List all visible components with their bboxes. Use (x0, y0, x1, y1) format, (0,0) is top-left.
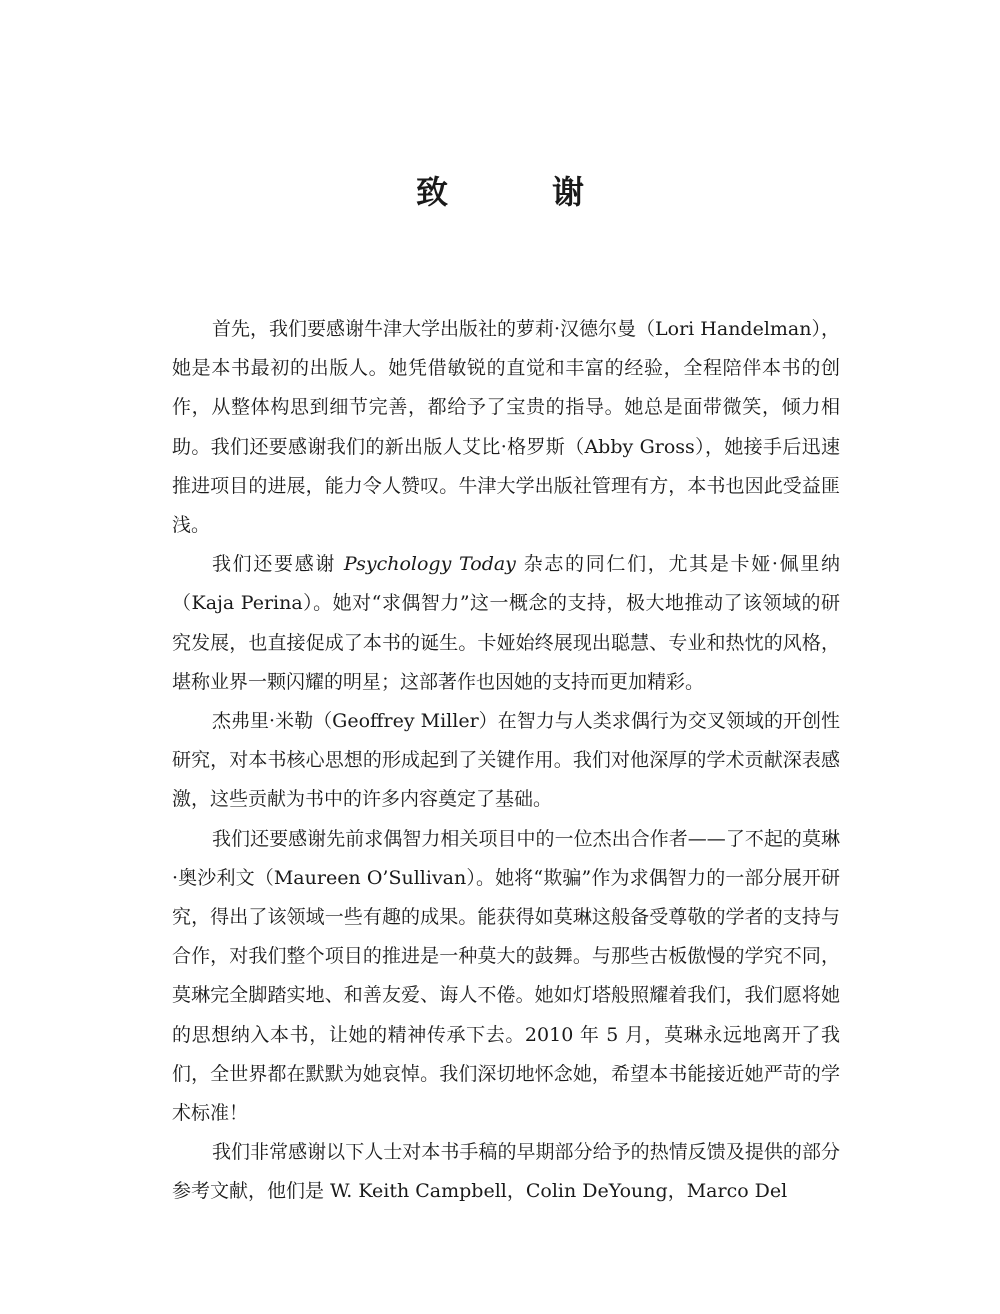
paragraph-maureen-osullivan (172, 820, 840, 1134)
page-title: 致 谢 (415, 173, 620, 211)
magazine-name: Psychology Today (343, 553, 516, 576)
paragraph-text: 我们还要感谢 (212, 553, 344, 576)
paragraph-text: 我们还要感谢先前求偶智力相关项目中的一位杰出合作者——了不起的莫琳·奥沙利文（Maureen O’Sullivan）。她将“欺骗”作为求偶智力的一部分展开研究，得出了该领域一些有趣的成果。能获得如莫琳这般备受尊敬的学者的支持与合作，对我们整个项目的推进是一种莫大的鼓舞。与那些古板傲慢的学究不同，莫琳完全脚踏实地、和善友爱、诲人不倦。她如灯塔般照耀着我们，我们愿将她的思想纳入本书，让她的精神传承下去。2010 年 5 月，莫琳永远地离开了我们，全世界都在默默为她哀悼。我们深切地怀念她，希望本书能接近她严苛的学术标准！ (172, 827, 840, 1125)
paragraph-oxford (172, 310, 840, 545)
paragraph-text: 杂志的同仁们，尤其是卡娅·佩里纳（Kaja Perina）。她对“求偶智力”这一概念的支持，极大地推动了该领域的研究发展，也直接促成了本书的诞生。卡娅始终展现出聪慧、专业和热忱的风格，堪称业界一颗闪耀的明星；这部著作也因她的支持而更加精彩。 (172, 553, 840, 693)
paragraph-text: 首先，我们要感谢牛津大学出版社的萝莉·汉德尔曼（Lori Handelman），她是本书最初的出版人。她凭借敏锐的直觉和丰富的经验，全程陪伴本书的创作，从整体构思到细节完善，都给予了宝贵的指导。她总是面带微笑，倾力相助。我们还要感谢我们的新出版人艾比·格罗斯（Abby Gross），她接手后迅速推进项目的进展，能力令人赞叹。牛津大学出版社管理有方，本书也因此受益匪浅。 (172, 318, 840, 537)
body-text (172, 310, 840, 1212)
paragraph-text: 我们非常感谢以下人士对本书手稿的早期部分给予的热情反馈及提供的部分参考文献，他们是 W. Keith Campbell，Colin DeYoung，Marco Del (172, 1141, 840, 1203)
paragraph-text: 杰弗里·米勒（Geoffrey Miller）在智力与人类求偶行为交叉领域的开创性研究，对本书核心思想的形成起到了关键作用。我们对他深厚的学术贡献深表感激，这些贡献为书中的许多内容奠定了基础。 (172, 710, 840, 811)
paragraph-psychology-today (172, 545, 840, 702)
paragraph-geoffrey-miller (172, 702, 840, 820)
paragraph-manuscript-feedback (172, 1133, 840, 1211)
